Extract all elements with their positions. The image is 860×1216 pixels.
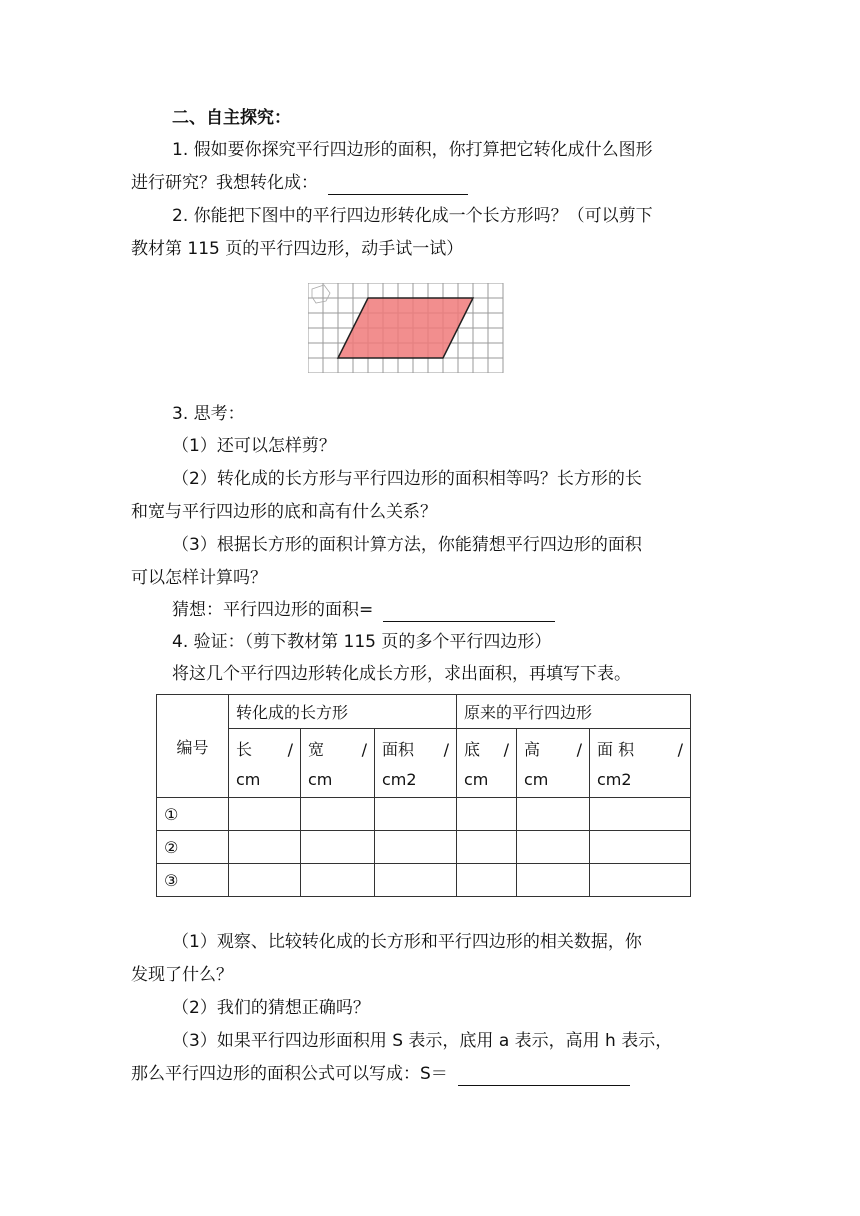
group-header-rectangle: 转化成的长方形 — [229, 695, 457, 729]
group-header-parallelogram: 原来的平行四边形 — [457, 695, 691, 729]
table-row — [157, 864, 691, 897]
col-header-width: 宽 / cm — [301, 729, 375, 798]
table-cell[interactable] — [375, 831, 457, 864]
table-cell[interactable] — [375, 864, 457, 897]
q1-line2 — [131, 171, 468, 195]
table-cell[interactable] — [590, 831, 691, 864]
guess-label: 猜想：平行四边形的面积= — [172, 600, 374, 620]
table-cell[interactable] — [457, 798, 517, 831]
formula-answer-blank[interactable] — [458, 1067, 630, 1086]
table-cell[interactable] — [375, 798, 457, 831]
verification-table — [156, 694, 691, 897]
row-id: ③ — [157, 864, 229, 897]
section-title: 二、自主探究： — [172, 108, 291, 128]
guess-answer-blank[interactable] — [383, 603, 555, 622]
table-cell[interactable] — [517, 831, 590, 864]
table-cell[interactable] — [301, 831, 375, 864]
parallelogram-grid-figure — [308, 283, 504, 373]
q3-p3-line1: （3）根据长方形的面积计算方法，你能猜想平行四边形的面积 — [172, 535, 642, 555]
after-p3-line1: （3）如果平行四边形面积用 S 表示，底用 a 表示，高用 h 表示， — [172, 1031, 673, 1051]
col-header-para-area: 面 积 / cm2 — [590, 729, 691, 798]
q1-answer-blank[interactable] — [328, 176, 468, 195]
q3-p3-line2: 可以怎样计算吗？ — [131, 568, 267, 588]
after-p3-line2 — [131, 1062, 630, 1086]
table-cell[interactable] — [457, 831, 517, 864]
table-cell[interactable] — [457, 864, 517, 897]
table-cell[interactable] — [517, 798, 590, 831]
table-cell[interactable] — [229, 864, 301, 897]
q2-line2: 教材第 115 页的平行四边形，动手试一试） — [131, 239, 464, 259]
after-p1-line2: 发现了什么？ — [131, 965, 233, 985]
col-header-length: 长 / cm — [229, 729, 301, 798]
after-p2: （2）我们的猜想正确吗？ — [172, 998, 370, 1018]
table-cell[interactable] — [590, 864, 691, 897]
after-p1-line1: （1）观察、比较转化成的长方形和平行四边形的相关数据，你 — [172, 932, 642, 952]
q3-p2-line1: （2）转化成的长方形与平行四边形的面积相等吗？长方形的长 — [172, 469, 642, 489]
q3-title: 3. 思考： — [172, 404, 245, 424]
q4-title: 4. 验证：（剪下教材第 115 页的多个平行四边形） — [172, 632, 552, 652]
row-id: ② — [157, 831, 229, 864]
table-cell[interactable] — [301, 864, 375, 897]
q1-line1: 1. 假如要你探究平行四边形的面积，你打算把它转化成什么图形 — [172, 140, 653, 160]
q2-line1: 2. 你能把下图中的平行四边形转化成一个长方形吗？（可以剪下 — [172, 206, 653, 226]
formula-label: 那么平行四边形的面积公式可以写成：S＝ — [131, 1064, 448, 1084]
q3-p1: （1）还可以怎样剪？ — [172, 436, 336, 456]
table-cell[interactable] — [517, 864, 590, 897]
table-row — [157, 831, 691, 864]
scissors-icon — [312, 285, 330, 303]
parallelogram-shape — [338, 298, 473, 358]
row-id: ① — [157, 798, 229, 831]
table-cell[interactable] — [229, 798, 301, 831]
q3-guess — [172, 598, 555, 622]
col-header-id: 编号 — [157, 695, 229, 798]
q1-prompt: 进行研究？我想转化成： — [131, 173, 318, 193]
q4-instruction: 将这几个平行四边形转化成长方形，求出面积，再填写下表。 — [172, 664, 631, 684]
q3-p2-line2: 和宽与平行四边形的底和高有什么关系？ — [131, 502, 437, 522]
table-cell[interactable] — [301, 798, 375, 831]
col-header-base: 底 / cm — [457, 729, 517, 798]
col-header-height: 高 / cm — [517, 729, 590, 798]
table-cell[interactable] — [229, 831, 301, 864]
table-row — [157, 798, 691, 831]
col-header-rect-area: 面积 / cm2 — [375, 729, 457, 798]
table-cell[interactable] — [590, 798, 691, 831]
